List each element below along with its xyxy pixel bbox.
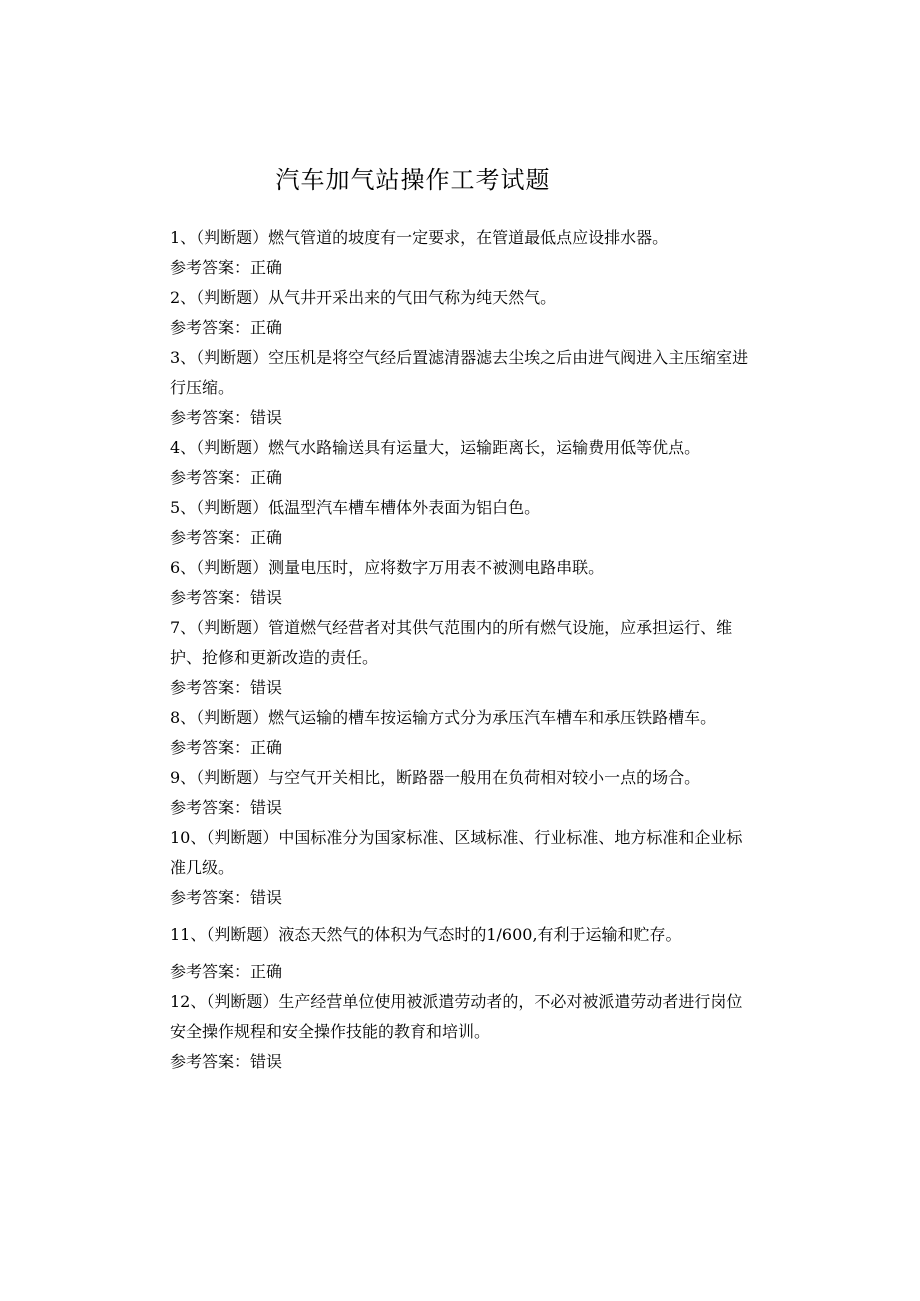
question-11: 11、（判断题）液态天然气的体积为气态时的1/600,有利于运输和贮存。 [170,925,682,944]
answer-9: 参考答案：错误 [170,798,283,817]
answer-7: 参考答案：错误 [170,678,283,697]
answer-11: 参考答案：正确 [170,962,283,981]
answer-12: 参考答案：错误 [170,1052,283,1071]
answer-1: 参考答案：正确 [170,258,283,277]
question-list [170,223,750,1077]
answer-6: 参考答案：错误 [170,588,283,607]
question-2: 2、（判断题）从气井开采出来的气田气称为纯天然气。 [170,288,557,307]
question-9: 9、（判断题）与空气开关相比，断路器一般用在负荷相对较小一点的场合。 [170,768,701,787]
question-3: 3、（判断题）空压机是将空气经后置滤清器滤去尘埃之后由进气阀进入主压缩室进行压缩。 [170,348,749,397]
answer-5: 参考答案：正确 [170,528,283,547]
answer-2: 参考答案：正确 [170,318,283,337]
question-10: 10、（判断题）中国标准分为国家标准、区域标准、行业标准、地方标准和企业标准几级。 [170,828,743,877]
answer-8: 参考答案：正确 [170,738,283,757]
question-1: 1、（判断题）燃气管道的坡度有一定要求，在管道最低点应设排水器。 [170,228,669,247]
answer-4: 参考答案：正确 [170,468,283,487]
question-7: 7、（判断题）管道燃气经营者对其供气范围内的所有燃气设施，应承担运行、维护、抢修和更新改造的责任。 [170,618,733,667]
answer-10: 参考答案：错误 [170,888,283,907]
question-8: 8、（判断题）燃气运输的槽车按运输方式分为承压汽车槽车和承压铁路槽车。 [170,708,717,727]
question-6: 6、（判断题）测量电压时，应将数字万用表不被测电路串联。 [170,558,605,577]
question-5: 5、（判断题）低温型汽车槽车槽体外表面为铝白色。 [170,498,541,517]
question-4: 4、（判断题）燃气水路输送具有运量大，运输距离长，运输费用低等优点。 [170,438,701,457]
document-title: 汽车加气站操作工考试题 [275,166,551,194]
answer-3: 参考答案：错误 [170,408,283,427]
question-12: 12、（判断题）生产经营单位使用被派遣劳动者的，不必对被派遣劳动者进行岗位安全操作规程和安全操作技能的教育和培训。 [170,992,743,1041]
